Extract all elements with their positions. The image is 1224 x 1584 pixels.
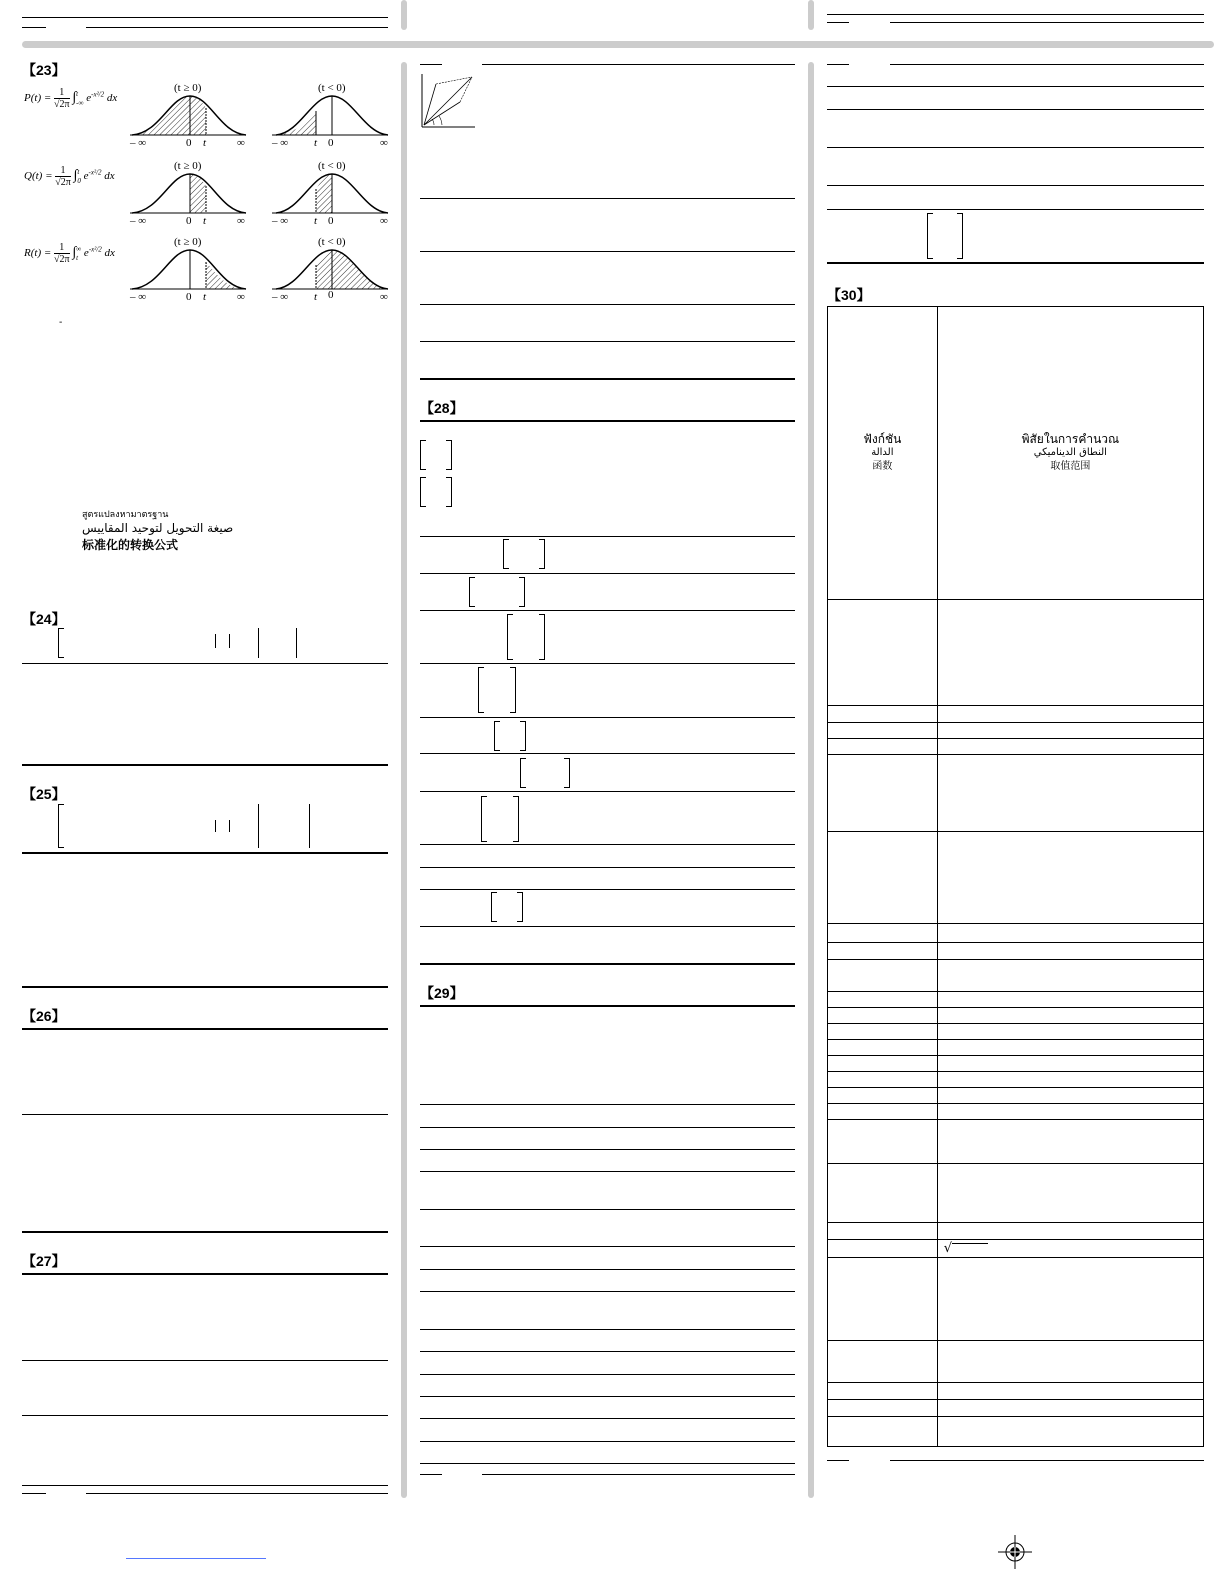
sqrt-bar [952, 1243, 988, 1244]
axis-zero: 0 [328, 137, 334, 149]
formula-q: Q(t) = $\frac{1}{√2\pi}$ ∫ t 0 $e^{-x^2/2}$ dx [24, 165, 115, 188]
rule-28-i [420, 867, 795, 868]
bar-25-d [309, 804, 310, 848]
axis-plus-inf: ∞ [237, 215, 245, 227]
rule-26-a [22, 1028, 388, 1030]
table-row [828, 739, 1204, 755]
rule-29-c [420, 1149, 795, 1150]
standardization-chinese: 标准化的转换公式 [82, 538, 179, 552]
col3-rule-5 [827, 209, 1204, 210]
curve-q-pos [130, 174, 246, 213]
section-23-heading: 【23】 [22, 62, 66, 78]
table-row [828, 1341, 1204, 1383]
section-24-heading: 【24】 [22, 611, 66, 627]
axis-minus-inf: – ∞ [130, 137, 147, 149]
axis-t: t [314, 215, 318, 227]
rule-29-m [420, 1418, 795, 1419]
col2-rule-short [420, 64, 442, 65]
rule-29-b [420, 1127, 795, 1128]
section-28-heading: 【28】 [420, 400, 464, 416]
header-rule-left-top [22, 17, 388, 18]
col2-rule-2 [420, 251, 795, 252]
table-row [828, 832, 1204, 924]
curve-r-neg [272, 250, 388, 289]
axis-t: t [203, 215, 207, 227]
axis-zero: 0 [186, 215, 192, 227]
minus-mark: - [59, 317, 63, 328]
formula-r: R(t) = $\frac{1}{√2\pi}$ ∫ ∞ t $e^{-x^2/2}$ dx [24, 242, 115, 265]
table-row [828, 1258, 1204, 1341]
col3-rule-3 [827, 147, 1204, 148]
axis-minus-inf: – ∞ [272, 215, 289, 227]
rule-29-h [420, 1291, 795, 1292]
curve-r-pos [130, 250, 246, 289]
header-function-chinese: 函数 [872, 461, 893, 472]
table-row [828, 1104, 1204, 1120]
rule-28-k [420, 926, 795, 927]
bracket-col3 [927, 213, 963, 259]
bar-24-d [296, 628, 297, 658]
table-row [828, 600, 1204, 706]
rule-28-c [420, 610, 795, 611]
top-band [22, 41, 1214, 48]
rule-27-b [22, 1360, 388, 1361]
bracket-28-6 [478, 667, 516, 713]
bar-25-c [258, 804, 259, 848]
column-divider-2-top [808, 0, 814, 30]
rule-25-a [22, 852, 388, 854]
rule-26-c [22, 1231, 388, 1233]
normal-curves-diagram [120, 78, 400, 310]
header-range-arabic: النطاق الديناميكي [1033, 447, 1107, 458]
header-rule-right-long [890, 22, 1204, 23]
axis-minus-inf: – ∞ [272, 291, 289, 303]
curve-p-neg [272, 96, 388, 135]
col2-rule-long [482, 64, 795, 65]
bracket-28-10 [491, 892, 523, 922]
rule-28-l [420, 963, 795, 965]
bracket-28-7 [494, 721, 526, 751]
rule-28-e [420, 717, 795, 718]
rule-29-n [420, 1441, 795, 1442]
table-row [828, 755, 1204, 832]
rule-29-l [420, 1396, 795, 1397]
col3-rule-4 [827, 185, 1204, 186]
rule-27-c [22, 1415, 388, 1416]
table-row [828, 706, 1204, 723]
rule-29-j [420, 1351, 795, 1352]
rule-29-d [420, 1171, 795, 1172]
table-row [828, 1417, 1204, 1447]
axis-minus-inf: – ∞ [272, 137, 289, 149]
bracket-28-5 [507, 614, 545, 660]
rule-29-g [420, 1269, 795, 1270]
rule-28-d [420, 663, 795, 664]
rule-29-k [420, 1374, 795, 1375]
rule-28-f [420, 753, 795, 754]
rule-29-i [420, 1329, 795, 1330]
bracket-28-2 [420, 477, 452, 507]
formula-p: P(t) = $\frac{1}{√2\pi}$ ∫ t -∞ $e^{-x^2/2}$ dx [24, 87, 118, 110]
col3-rule-6 [827, 262, 1204, 264]
table-row [828, 1072, 1204, 1088]
table-row [828, 992, 1204, 1008]
rule-29-a [420, 1104, 795, 1105]
header-range-thai: พิสัยในการคำนวณ [1021, 432, 1120, 446]
axis-zero: 0 [186, 291, 192, 303]
rule-28-g [420, 791, 795, 792]
section-25-heading: 【25】 [22, 786, 66, 802]
axis-zero: 0 [186, 137, 192, 149]
table-row [828, 1008, 1204, 1024]
col2-footer-long [482, 1474, 795, 1475]
header-rule-right-top [827, 14, 1204, 15]
table-row [828, 1223, 1204, 1240]
table-row [828, 924, 1204, 943]
axis-plus-inf: ∞ [380, 215, 388, 227]
rule-28-j [420, 889, 795, 890]
header-function-cell [828, 307, 938, 600]
rule-29-top [420, 1005, 795, 1007]
footer-rule-short [22, 1493, 46, 1494]
standardization-arabic: صيغة التحويل لتوحيد المقاييس [82, 521, 234, 535]
rule-29-e [420, 1209, 795, 1210]
rule-28-top [420, 420, 795, 422]
section-30-heading: 【30】 [827, 287, 871, 303]
table-header-row [828, 307, 1204, 600]
table-row [828, 1088, 1204, 1104]
header-rule-left-long [86, 27, 388, 28]
table-row [828, 1024, 1204, 1040]
axis-t: t [203, 291, 207, 303]
footer-rule-long [86, 1493, 388, 1494]
bracket-28-3 [503, 539, 545, 569]
curve-q-neg [272, 174, 388, 213]
rule-28-h [420, 844, 795, 845]
table-row [828, 1120, 1204, 1164]
bar-25-b [229, 820, 230, 832]
bracket-28-9 [481, 796, 519, 842]
table-row [828, 1164, 1204, 1223]
table-row [828, 1383, 1204, 1400]
col3-rule-short [827, 64, 849, 65]
col3-footer-short [827, 1460, 849, 1461]
cond-label-p-neg: (t < 0) [318, 82, 346, 94]
col2-rule-4 [420, 341, 795, 342]
section-29-heading: 【29】 [420, 985, 464, 1001]
rule-28-a [420, 536, 795, 537]
bar-25-a [215, 820, 216, 832]
axis-minus-inf: – ∞ [130, 215, 147, 227]
rule-28-b [420, 573, 795, 574]
cond-label-r-neg: (t < 0) [318, 236, 346, 248]
col3-rule-1 [827, 86, 1204, 87]
header-range-chinese: 取值范围 [1050, 461, 1091, 472]
rule-24-a [22, 663, 388, 664]
table-row-sqrt [828, 1240, 1204, 1258]
section-26-heading: 【26】 [22, 1008, 66, 1024]
bracket-28-4 [469, 577, 525, 607]
table-row [828, 1400, 1204, 1417]
header-rule-right-short [827, 22, 849, 23]
header-rule-left-short [22, 27, 46, 28]
column-divider-2 [808, 62, 814, 1498]
col2-rule-5 [420, 378, 795, 380]
col3-footer-long [890, 1460, 1204, 1461]
table-row [828, 943, 1204, 960]
header-function-arabic: الدالة [871, 447, 894, 458]
col3-rule-2 [827, 109, 1204, 110]
rule-29-f [420, 1246, 795, 1247]
axis-plus-inf: ∞ [237, 137, 245, 149]
registration-mark-icon [998, 1535, 1032, 1569]
section-27-heading: 【27】 [22, 1253, 66, 1269]
bar-24-a [215, 634, 216, 648]
table-row [828, 1056, 1204, 1072]
axis-zero: 0 [328, 215, 334, 227]
table-row [828, 960, 1204, 992]
rule-27-d [22, 1485, 388, 1486]
axis-plus-inf: ∞ [380, 137, 388, 149]
rule-24-b [22, 764, 388, 766]
axis-t: t [203, 137, 207, 149]
table-row [828, 1040, 1204, 1056]
vector-diagram [420, 72, 480, 132]
axis-t: t [314, 291, 318, 303]
calculation-range-table [827, 306, 1204, 1447]
col2-rule-3 [420, 304, 795, 305]
cond-label-r-pos: (t ≥ 0) [174, 236, 202, 248]
axis-minus-inf: – ∞ [130, 291, 147, 303]
rule-29-o [420, 1463, 795, 1464]
column-divider-1-top [401, 0, 407, 30]
axis-t: t [314, 137, 318, 149]
bracket-28-1 [420, 440, 452, 470]
table-row [828, 723, 1204, 739]
link-rule [126, 1558, 266, 1559]
standardization-thai: สูตรแปลงหามาตรฐาน [82, 510, 169, 520]
rule-25-b [22, 986, 388, 988]
curve-p-pos [130, 96, 246, 135]
rule-27-a [22, 1273, 388, 1275]
cond-label-p-pos: (t ≥ 0) [174, 82, 202, 94]
header-function-thai: ฟังก์ชัน [863, 432, 902, 446]
axis-zero: 0 [328, 289, 334, 301]
bracket-25 [58, 804, 309, 848]
bracket-28-8 [520, 758, 570, 788]
axis-plus-inf: ∞ [237, 291, 245, 303]
col2-footer-short [420, 1474, 442, 1475]
bar-24-b [229, 634, 230, 648]
bar-24-c [258, 628, 259, 658]
axis-plus-inf: ∞ [380, 291, 388, 303]
rule-26-b [22, 1114, 388, 1115]
col2-rule-1 [420, 198, 795, 199]
column-divider-1 [401, 62, 407, 1498]
col3-rule-long [890, 64, 1204, 65]
cond-label-q-neg: (t < 0) [318, 160, 346, 172]
sqrt-symbol: √ [943, 1240, 953, 1256]
header-range-cell [937, 307, 1203, 600]
cond-label-q-pos: (t ≥ 0) [174, 160, 202, 172]
